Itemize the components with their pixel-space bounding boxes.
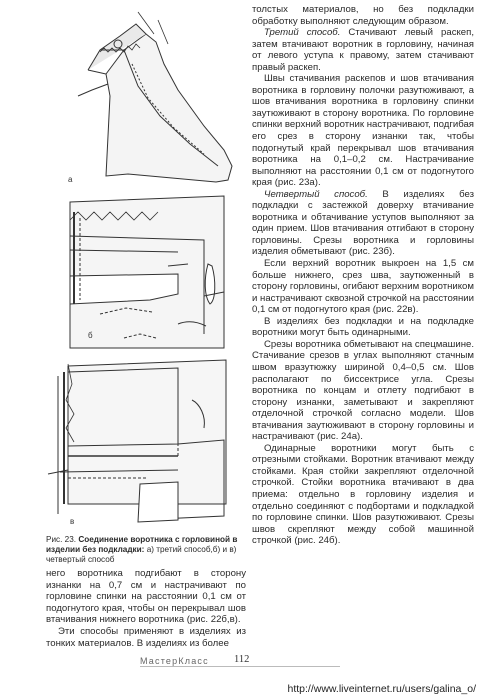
figure-v — [48, 360, 226, 522]
right-paragraph-4-body: В изделиях без подкладки с застежкой доверху втачивание воротника и обтачивание уступов выполняют за один прием. Шов втачивания отгибают в сторону горловины. Срезы воротника и горловины изделия обметывают (рис. 23б). — [252, 188, 474, 258]
caption-prefix: Рис. 23. — [46, 535, 77, 544]
right-column-text — [252, 4, 474, 547]
caption-bold: Соединение воротника с горловиной в изделии без подкладки: — [46, 535, 238, 554]
magazine-name: МастерКласс — [140, 656, 209, 666]
figure-b — [70, 196, 224, 348]
source-url: http://www.liveinternet.ru/users/galina_o/ — [287, 683, 476, 695]
figure-a — [78, 12, 232, 182]
page-number: 112 — [234, 654, 250, 665]
figure-23-drawing — [28, 4, 244, 532]
method-3-heading: Третий способ. — [264, 27, 341, 39]
caption-rest: а) третий способ,б) и в) четвертый способ — [46, 544, 237, 564]
left-paragraph-1: него воротника подгибают в сторону изнанки на 0,7 см и настрачивают по горловине спинки на расстоянии 0,1 см от подогнутого края, чтобы он перекрывал шов втачивания нижнего воротника (рис. 22б,в). — [46, 568, 246, 626]
right-paragraph-2 — [252, 27, 474, 73]
figure-caption — [46, 535, 246, 564]
figure-23 — [28, 4, 244, 532]
left-paragraph-2: Эти способы применяют в изделиях из тонких материалов. В изделиях из более — [46, 625, 246, 649]
left-column-text — [46, 568, 246, 649]
right-paragraph-8: Одинарные воротники могут быть с отрезными стойками. Воротник втачивают между стойками. Края стойки закрепляют отделочной строчкой. Стойки воротника втачивают в два приема: отдельно в горловину изделия и отдельно соединяют с подбортами и подкладкой по горловине спинки. Шов разутюживают. Срезы швов скрепляют между собой машинной строчкой (рис. 24б). — [252, 442, 474, 547]
right-paragraph-1: толстых материалов, но без подкладки обработку выполняют следующим образом. — [252, 4, 474, 27]
right-paragraph-2-body: Стачивают левый раскеп, затем втачивают воротник в горловину, начиная от левого уступа к правому, затем стачивают правый раскеп. — [252, 27, 474, 73]
method-4-heading: Четвертый способ. — [264, 188, 368, 200]
right-paragraph-4 — [252, 189, 474, 258]
figure-label-b: б — [88, 331, 93, 340]
figure-label-v: в — [70, 517, 75, 526]
right-paragraph-7: Срезы воротника обметывают на спецмашине. Стачивание срезов в углах выполняют стачным швом вразутюжку шириной 0,4–0,5 см. Шов располагают по биссектрисе угла. Срезы воротника по концам и отлету подгибают в сторону изнанки, заметывают и закрепляют отделочной строчкой согласно модели. Шов втачивания заутюживают в сторону горловины и настрачивают (рис. 24а). — [252, 338, 474, 443]
footer-divider — [140, 666, 340, 667]
right-paragraph-5: Если верхний воротник выкроен на 1,5 см больше нижнего, срез шва, заутюженный в сторону горловины, огибают верхним воротником и настрачивают сквозной строчкой на расстоянии 0,1 см от подогнутого края (рис. 22в). — [252, 258, 475, 316]
right-paragraph-6: В изделиях без подкладки и на подкладке воротники могут быть одинарными. — [252, 315, 474, 339]
right-paragraph-3: Швы стачивания раскепов и шов втачивания воротника в горловину полочки разутюживают, а шов втачивания воротника в горловину спинки заутюживают в сторону воротника. По горловине спинки верхний воротник настрачивают, подгибая его срез в сторону изнанки так, чтобы подогнутый край перекрывал шов втачивания воротника на 0,1–0,2 см. Настрачивание выполняют на расстоянии 0,1 см от подогнутого края (рис. 23а). — [252, 73, 474, 189]
figure-label-a: а — [68, 175, 73, 184]
